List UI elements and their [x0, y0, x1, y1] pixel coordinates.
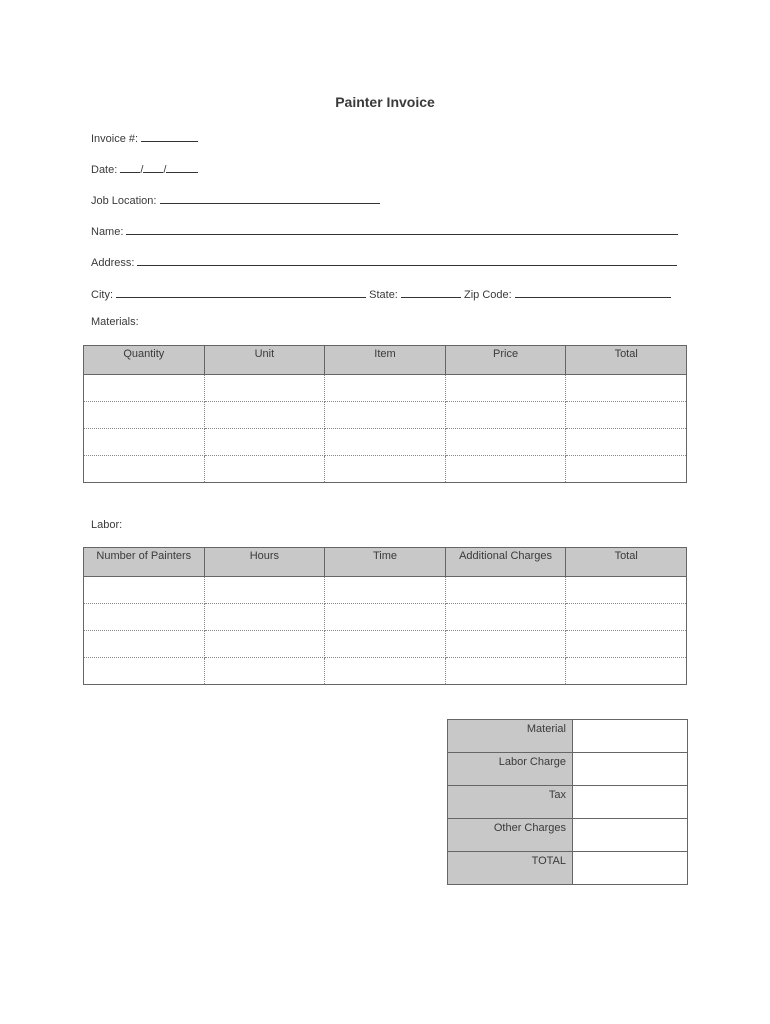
table-cell[interactable] [566, 402, 687, 429]
table-cell[interactable] [204, 631, 325, 658]
table-cell[interactable] [445, 375, 566, 402]
table-row [84, 429, 687, 456]
materials-header-item: Item [325, 346, 446, 375]
table-cell[interactable] [325, 604, 446, 631]
labor-header-hours: Hours [204, 548, 325, 577]
zip-input[interactable] [515, 286, 671, 298]
labor-header-time: Time [325, 548, 446, 577]
table-cell[interactable] [325, 402, 446, 429]
materials-header-price: Price [445, 346, 566, 375]
name-input[interactable] [126, 223, 678, 235]
date-field [91, 161, 198, 176]
summary-value[interactable] [573, 720, 688, 753]
summary-value[interactable] [573, 819, 688, 852]
table-cell[interactable] [84, 375, 205, 402]
table-cell[interactable] [84, 577, 205, 604]
materials-header-quantity: Quantity [84, 346, 205, 375]
table-cell[interactable] [204, 658, 325, 685]
table-cell[interactable] [84, 456, 205, 483]
summary-label: Labor Charge [448, 753, 573, 786]
summary-row-tax [448, 786, 688, 819]
materials-header-total: Total [566, 346, 687, 375]
table-row [84, 375, 687, 402]
table-cell[interactable] [445, 402, 566, 429]
table-cell[interactable] [566, 375, 687, 402]
table-cell[interactable] [84, 658, 205, 685]
table-cell[interactable] [445, 604, 566, 631]
table-cell[interactable] [566, 658, 687, 685]
table-cell[interactable] [566, 631, 687, 658]
date-day-input[interactable] [143, 161, 163, 173]
table-cell[interactable] [325, 658, 446, 685]
table-cell[interactable] [84, 604, 205, 631]
address-input[interactable] [137, 254, 677, 266]
summary-label: Tax [448, 786, 573, 819]
job-location-field [91, 192, 380, 207]
labor-header-painters: Number of Painters [84, 548, 205, 577]
labor-header-total: Total [566, 548, 687, 577]
summary-label: Other Charges [448, 819, 573, 852]
address-label: Address: [91, 257, 135, 269]
table-cell[interactable] [566, 604, 687, 631]
invoice-number-label: Invoice #: [91, 133, 139, 145]
table-row [84, 604, 687, 631]
summary-row-total [448, 852, 688, 885]
labor-section-label: Labor: [91, 519, 123, 531]
date-separator: / [163, 164, 167, 176]
table-row [84, 456, 687, 483]
table-cell[interactable] [325, 631, 446, 658]
table-cell[interactable] [325, 375, 446, 402]
table-row [84, 658, 687, 685]
labor-table [83, 547, 687, 685]
materials-header-unit: Unit [204, 346, 325, 375]
summary-label: TOTAL [448, 852, 573, 885]
table-cell[interactable] [566, 577, 687, 604]
name-label: Name: [91, 226, 124, 238]
table-cell[interactable] [566, 429, 687, 456]
job-location-input[interactable] [160, 192, 380, 204]
summary-label: Material [448, 720, 573, 753]
table-cell[interactable] [325, 577, 446, 604]
table-cell[interactable] [204, 456, 325, 483]
summary-value[interactable] [573, 786, 688, 819]
summary-row-other [448, 819, 688, 852]
invoice-number-input[interactable] [141, 130, 198, 142]
labor-header-row [84, 548, 687, 577]
summary-row-labor [448, 753, 688, 786]
date-year-input[interactable] [166, 161, 198, 173]
zip-label: Zip Code: [464, 289, 512, 301]
summary-row-material [448, 720, 688, 753]
table-cell[interactable] [445, 429, 566, 456]
name-field [91, 223, 678, 238]
table-cell[interactable] [445, 577, 566, 604]
summary-value[interactable] [573, 753, 688, 786]
summary-table [447, 719, 688, 885]
table-cell[interactable] [204, 577, 325, 604]
table-row [84, 577, 687, 604]
city-label: City: [91, 289, 113, 301]
table-cell[interactable] [445, 631, 566, 658]
table-cell[interactable] [204, 604, 325, 631]
state-input[interactable] [401, 286, 461, 298]
date-month-input[interactable] [120, 161, 140, 173]
table-row [84, 402, 687, 429]
state-label: State: [369, 289, 398, 301]
page-title: Painter Invoice [335, 94, 435, 110]
table-cell[interactable] [84, 631, 205, 658]
invoice-number-field [91, 130, 198, 145]
materials-header-row [84, 346, 687, 375]
date-label: Date: [91, 164, 118, 176]
materials-section-label: Materials: [91, 316, 139, 328]
table-cell[interactable] [204, 429, 325, 456]
table-cell[interactable] [325, 429, 446, 456]
city-state-zip-field [91, 286, 671, 301]
job-location-label: Job Location: [91, 195, 157, 207]
table-cell[interactable] [325, 456, 446, 483]
table-cell[interactable] [204, 375, 325, 402]
materials-table [83, 345, 687, 483]
date-separator: / [140, 164, 144, 176]
table-cell[interactable] [445, 658, 566, 685]
table-cell[interactable] [566, 456, 687, 483]
table-cell[interactable] [84, 402, 205, 429]
summary-value[interactable] [573, 852, 688, 885]
table-cell[interactable] [204, 402, 325, 429]
table-row [84, 631, 687, 658]
table-cell[interactable] [84, 429, 205, 456]
city-input[interactable] [116, 286, 366, 298]
address-field [91, 254, 677, 269]
table-cell[interactable] [445, 456, 566, 483]
labor-header-additional: Additional Charges [445, 548, 566, 577]
